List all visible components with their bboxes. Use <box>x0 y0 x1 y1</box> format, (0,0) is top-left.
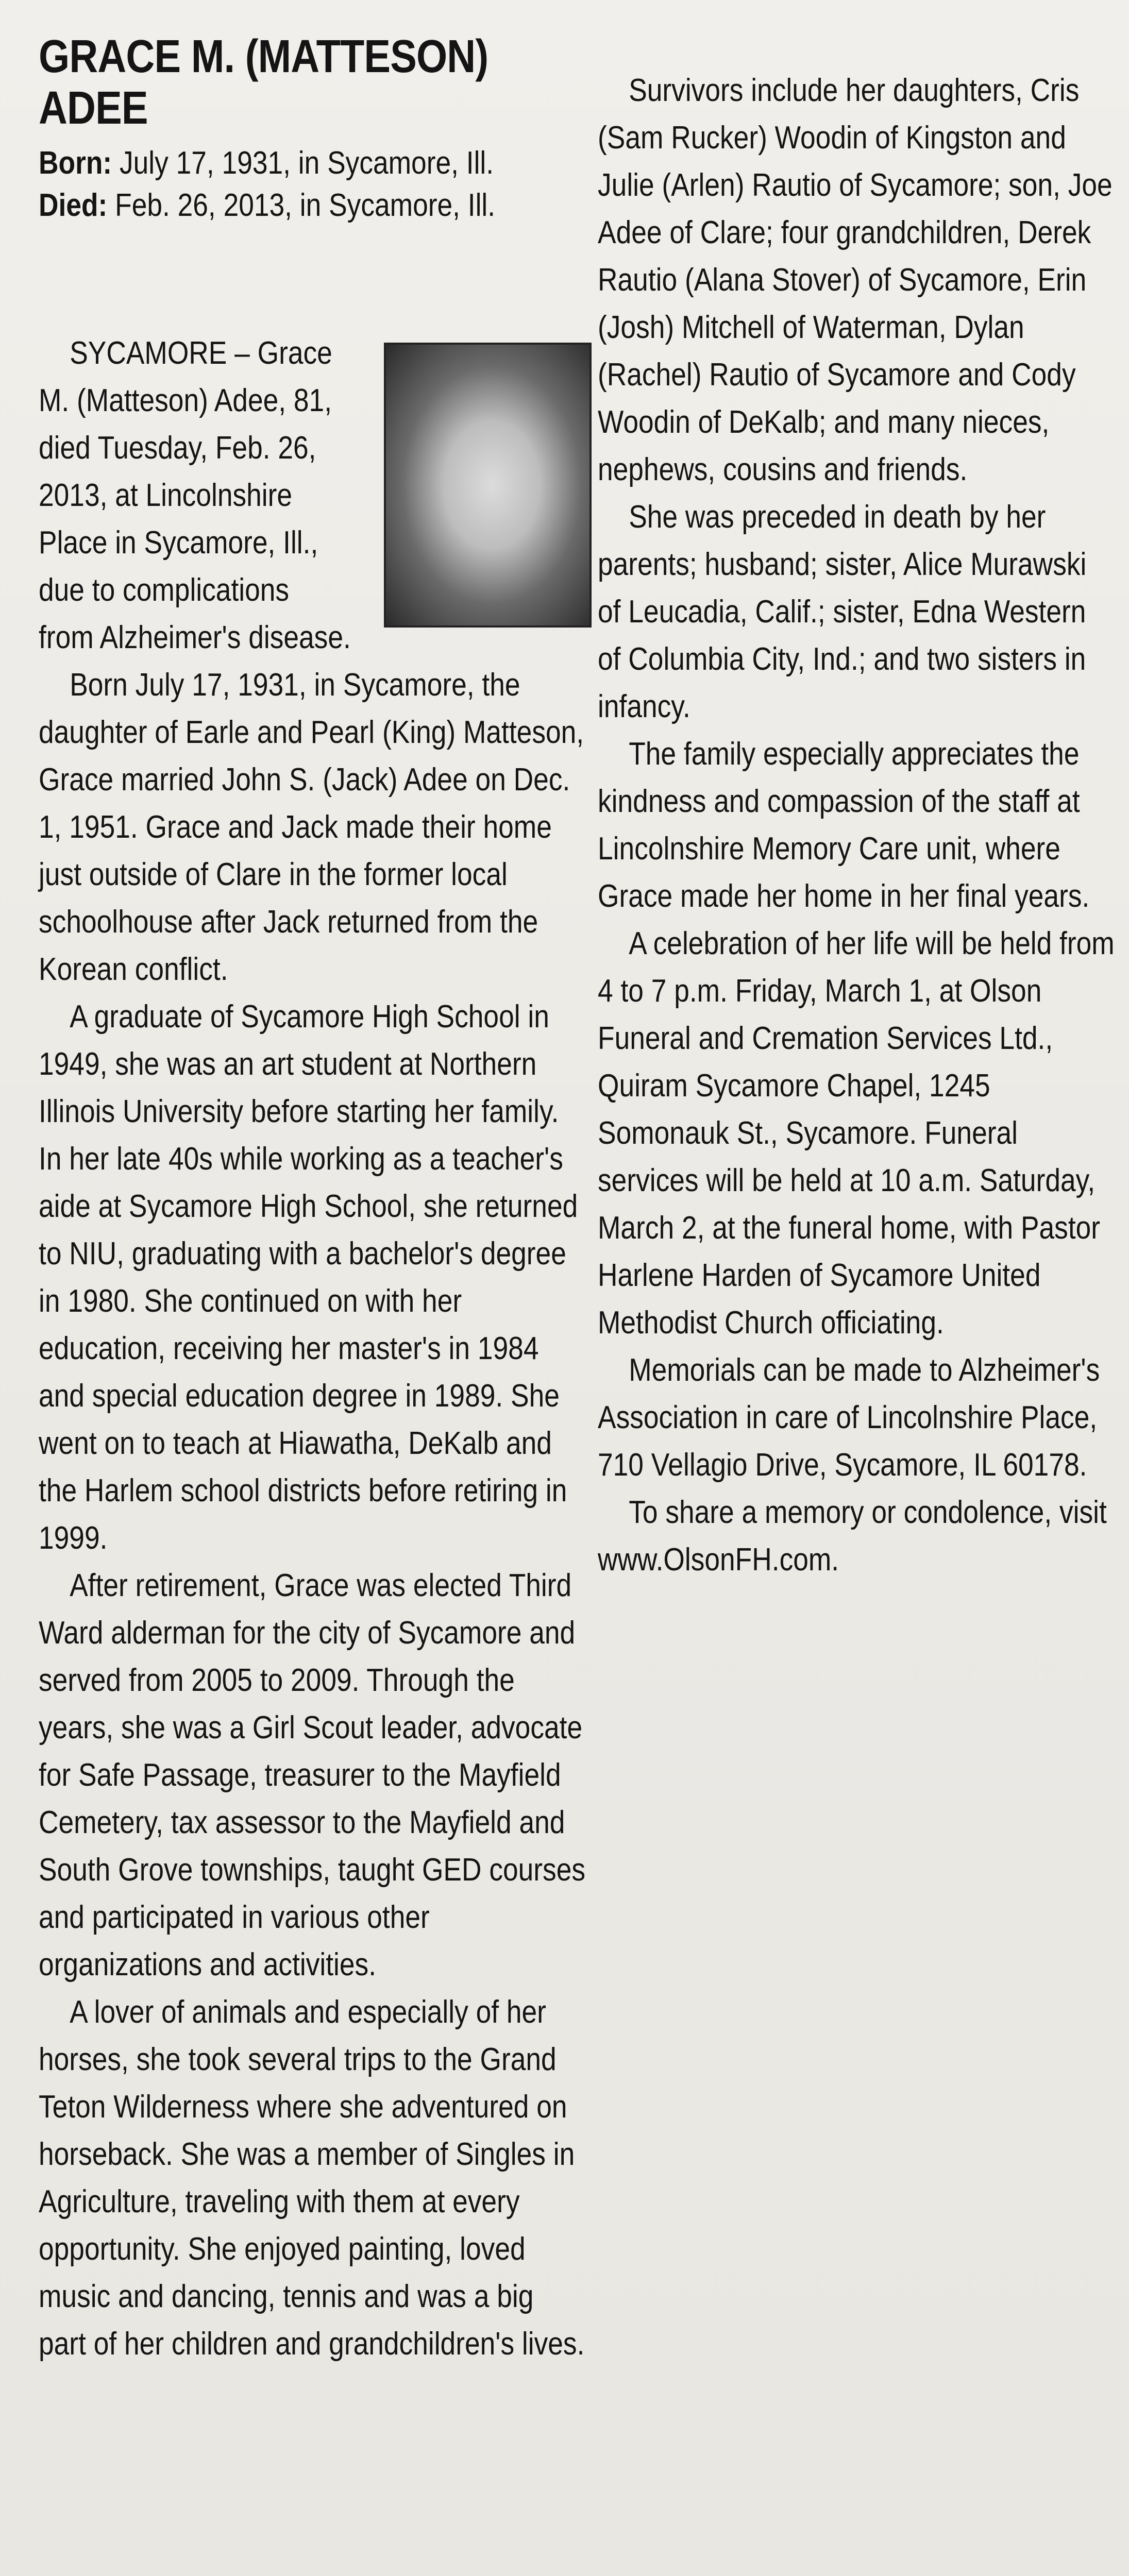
left-body <box>39 330 678 2368</box>
paragraph-survivors: Survivors include her daughters, Cris (Sam Rucker) Woodin of Kingston and Julie (Arlen) Rautio of Sycamore; son, Joe Adee of Clare; four grandchildren, Derek Rautio (Alana Stover) of Sycamore, Erin (Josh) Mitchell of Waterman, Dylan (Rachel) Rautio of Sycamore and Cody Woodin of DeKalb; and many nieces, nephews, cousins and friends. <box>598 73 1113 487</box>
paragraph-lead: SYCAMORE – Grace M. (Matteson) Adee, 81, died Tuesday, Feb. 26, 2013, at Lincolnshire Place in Sycamore, Ill., due to complications from Alzheimer's disease. <box>39 330 588 662</box>
right-body-text <box>598 67 1116 1584</box>
born-line <box>39 142 570 184</box>
died-text: Feb. 26, 2013, in Sycamore, Ill. <box>115 188 496 223</box>
left-body-text <box>39 330 588 2368</box>
birth-death-info <box>39 142 570 227</box>
paragraph-retirement: After retirement, Grace was elected Third Ward alderman for the city of Sycamore and served from 2005 to 2009. Through the years, she was a Girl Scout leader, advocate for Safe Passage, treasurer to the Mayfield Cemetery, tax assessor to the Mayfield and South Grove townships, taught GED courses and participated in various other organizations and activities. <box>39 1568 586 1982</box>
paragraph-education: A graduate of Sycamore High School in 1949, she was an art student at Northern Illinois University before starting her family. In her late 40s while working as a teacher's aide at Sycamore High School, she returned to NIU, graduating with a bachelor's degree in 1980. She continued on with her education, receiving her master's in 1984 and special education degree in 1989. She went on to teach at Hiawatha, DeKalb and the Harlem school districts before retiring in 1999. <box>39 999 578 1556</box>
paragraph-interests: A lover of animals and especially of her horses, she took several trips to the Grand Teton Wilderness where she adventured on horseback. She was a member of Singles in Agriculture, traveling with them at every opportunity. She enjoyed painting, loved music and dancing, tennis and was a big part of her children and grandchildren's lives. <box>39 1994 585 2362</box>
died-line <box>39 184 570 227</box>
name-line-2: ADEE <box>39 82 148 134</box>
paragraph-appreciation: The family especially appreciates the kindness and compassion of the staff at Lincolnshire Memory Care unit, where Grace made her home in her final years. <box>598 736 1090 914</box>
born-text: July 17, 1931, in Sycamore, Ill. <box>119 145 494 181</box>
died-label: Died: <box>39 188 108 223</box>
name-line-1: GRACE M. (MATTESON) <box>39 31 488 82</box>
right-column <box>598 67 1116 1584</box>
paragraph-services: A celebration of her life will be held from 4 to 7 p.m. Friday, March 1, at Olson Funeral and Cremation Services Ltd., Quiram Sycamore Chapel, 1245 Somonauk St., Sycamore. Funeral services will be held at 10 a.m. Saturday, March 2, at the funeral home, with Pastor Harlene Harden of Sycamore United Methodist Church officiating. <box>598 926 1115 1341</box>
paragraph-birth: Born July 17, 1931, in Sycamore, the daughter of Earle and Pearl (King) Matteson, Grace married John S. (Jack) Adee on Dec. 1, 1951. Grace and Jack made their home just outside of Clare in the former local schoolhouse after Jack returned from the Korean conflict. <box>39 667 584 987</box>
obituary-name <box>39 31 562 134</box>
paragraph-condolence: To share a memory or condolence, visit www.OlsonFH.com. <box>598 1495 1107 1578</box>
photo-float-spacer <box>349 330 588 608</box>
paragraph-memorials: Memorials can be made to Alzheimer's Association in care of Lincolnshire Place, 710 Vellagio Drive, Sycamore, IL 60178. <box>598 1352 1100 1483</box>
born-label: Born: <box>39 145 112 181</box>
paragraph-preceded: She was preceded in death by her parents; husband; sister, Alice Murawski of Leucadia, Calif.; sister, Edna Western of Columbia City, Ind.; and two sisters in infancy. <box>598 499 1087 724</box>
left-column <box>39 0 586 2362</box>
